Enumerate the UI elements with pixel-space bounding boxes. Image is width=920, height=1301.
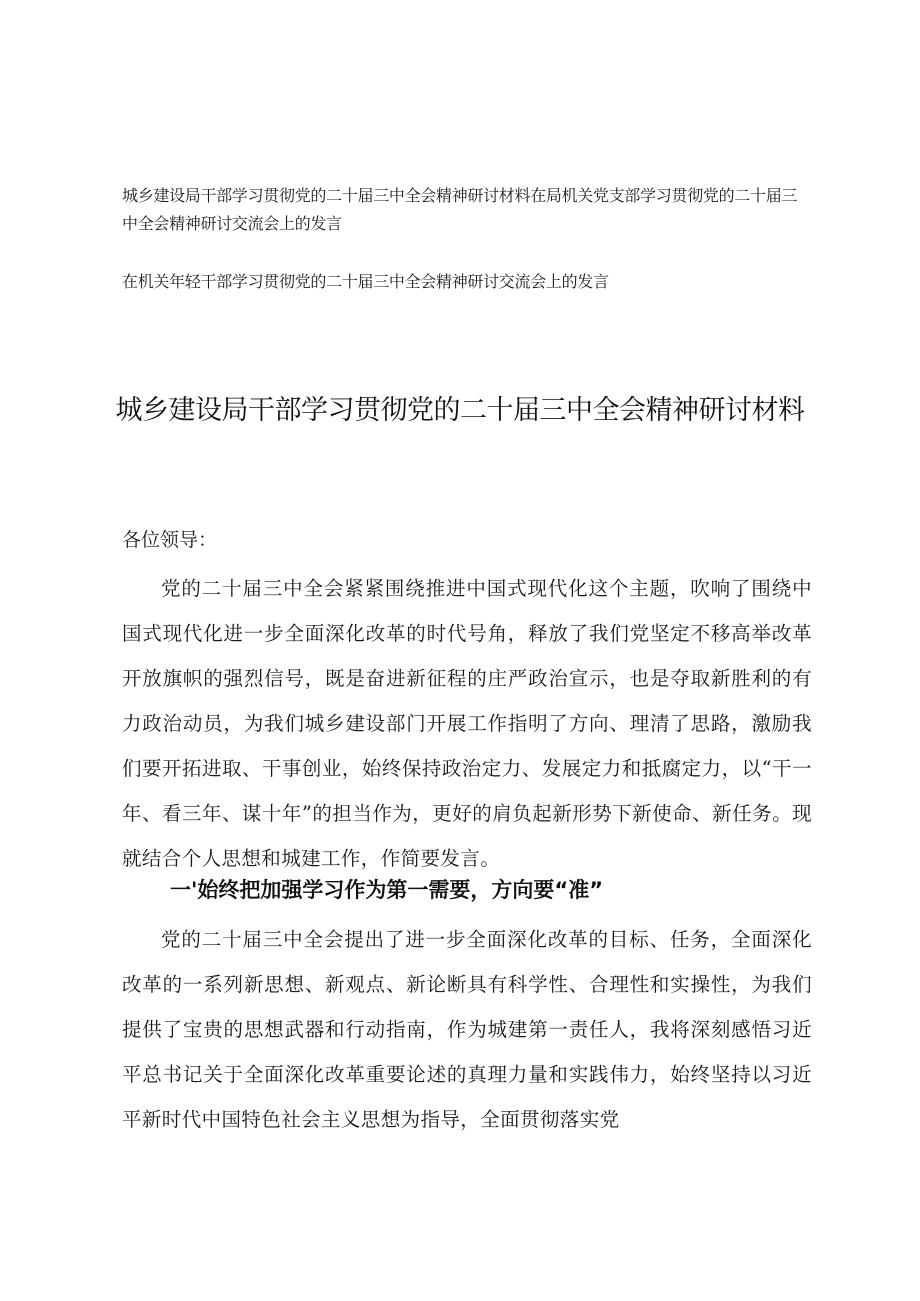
salutation: 各位领导： [122,529,218,551]
paragraph-2: 党的二十届三中全会提出了进一步全面深化改革的目标、任务，全面深化改革的一系列新思想、新观点、新论断具有科学性、合理性和实操性，为我们提供了宝贵的思想武器和行动指南，作为城建第一责任人，我将深刻感悟习近平总书记关于全面深化改革重要论述的真理力量和实践伟力，始终坚持以习近平新时代中国特色社会主义思想为指导，全面贯彻落实党 [122,928,812,1131]
document-title: 城乡建设局干部学习贯彻党的二十届三中全会精神研讨材料 [115,395,805,426]
toc-item-1: 城乡建设局干部学习贯彻党的二十届三中全会精神研讨材料在局机关党支部学习贯彻党的二十届三中全会精神研讨交流会上的发言 [122,186,798,233]
section-heading-1: 一'始终把加强学习作为第一需要，方向要“准” [170,878,604,902]
toc-item-2: 在机关年轻干部学习贯彻党的二十届三中全会精神研讨交流会上的发言 [122,272,609,291]
paragraph-1: 党的二十届三中全会紧紧围绕推进中国式现代化这个主题，吹响了围绕中国式现代化进一步全面深化改革的时代号角，释放了我们党坚定不移高举改革开放旗帜的强烈信号，既是奋进新征程的庄严政治宣示，也是夺取新胜利的有力政治动员，为我们城乡建设部门开展工作指明了方向、理清了思路，激励我们要开拓进取、干事创业，始终保持政治定力、发展定力和抵腐定力，以“干一年、看三年、谋十年”的担当作为，更好的肩负起新形势下新使命、新任务。现就结合个人思想和城建工作，作简要发言。 [122,577,812,870]
